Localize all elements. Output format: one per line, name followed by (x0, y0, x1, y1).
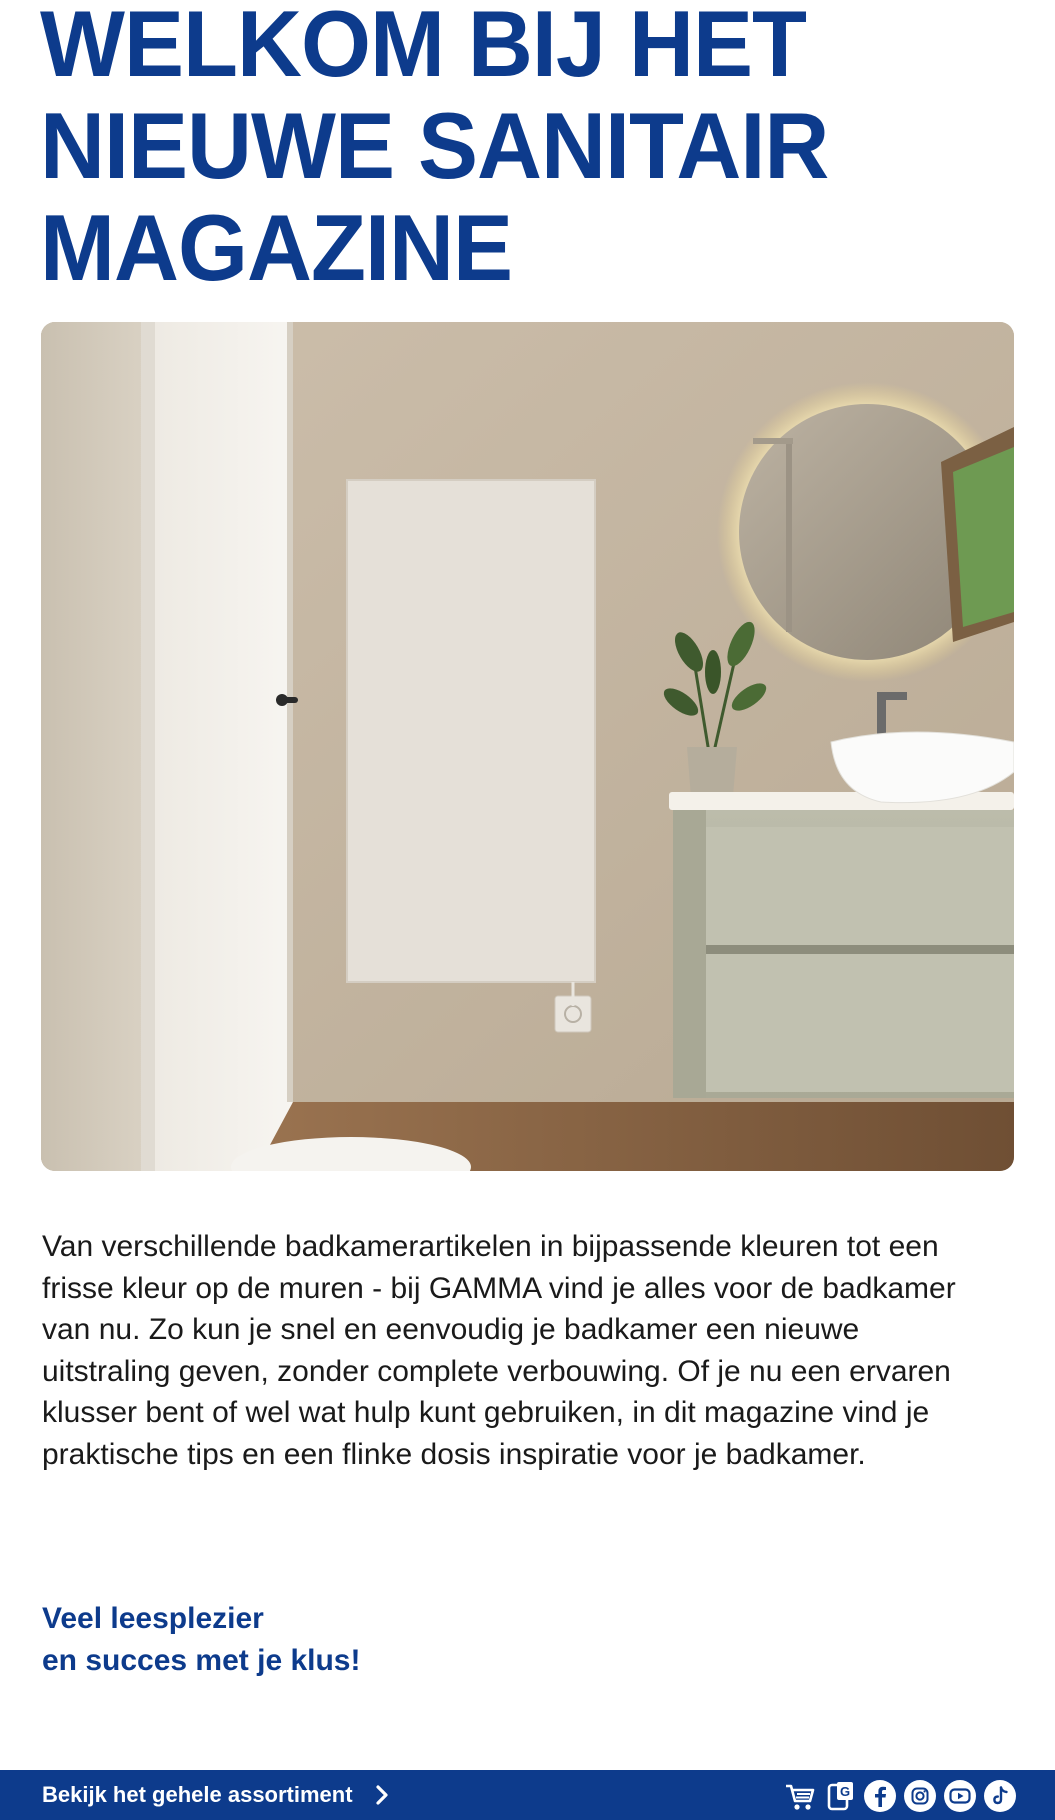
view-assortment-link[interactable] (42, 1770, 389, 1820)
youtube-icon[interactable] (943, 1779, 977, 1813)
page-title-line-2: NIEUWE SANITAIR (40, 94, 829, 199)
page-title-line-1: WELKOM BIJ HET (40, 0, 806, 97)
signoff-text (42, 1598, 361, 1682)
view-assortment-label: Bekijk het gehele assortiment (42, 1782, 353, 1807)
bathroom-illustration (41, 322, 1014, 1171)
hero-image (41, 322, 1014, 1171)
footer-icon-row (783, 1779, 1017, 1813)
page-title-line-3: MAGAZINE (40, 196, 512, 301)
tiktok-icon[interactable] (983, 1779, 1017, 1813)
chevron-right-icon (375, 1784, 389, 1806)
page-title (40, 0, 1020, 300)
gamma-app-icon[interactable] (823, 1779, 857, 1813)
shopping-cart-icon[interactable] (783, 1779, 817, 1813)
instagram-icon[interactable] (903, 1779, 937, 1813)
intro-text: Van verschillende badkamerartikelen in bijpassende kleuren tot een frisse kleur op de muren - bij GAMMA vind je alles voor de badkamer van nu. Zo kun je snel en eenvoudig je badkamer een nieuwe uitstraling geven, zonder complete verbouwing. Of je nu een ervaren klusser bent of wel wat hulp kunt gebruiken, in dit magazine vind je praktische tips en een flinke dosis inspiratie voor je badkamer. (42, 1230, 956, 1471)
footer-bar (0, 1770, 1055, 1820)
signoff-line-1: Veel leesplezier (42, 1602, 264, 1635)
signoff-line-2: en succes met je klus! (42, 1644, 361, 1677)
svg-text:G: G (839, 1784, 851, 1799)
facebook-icon[interactable] (863, 1779, 897, 1813)
